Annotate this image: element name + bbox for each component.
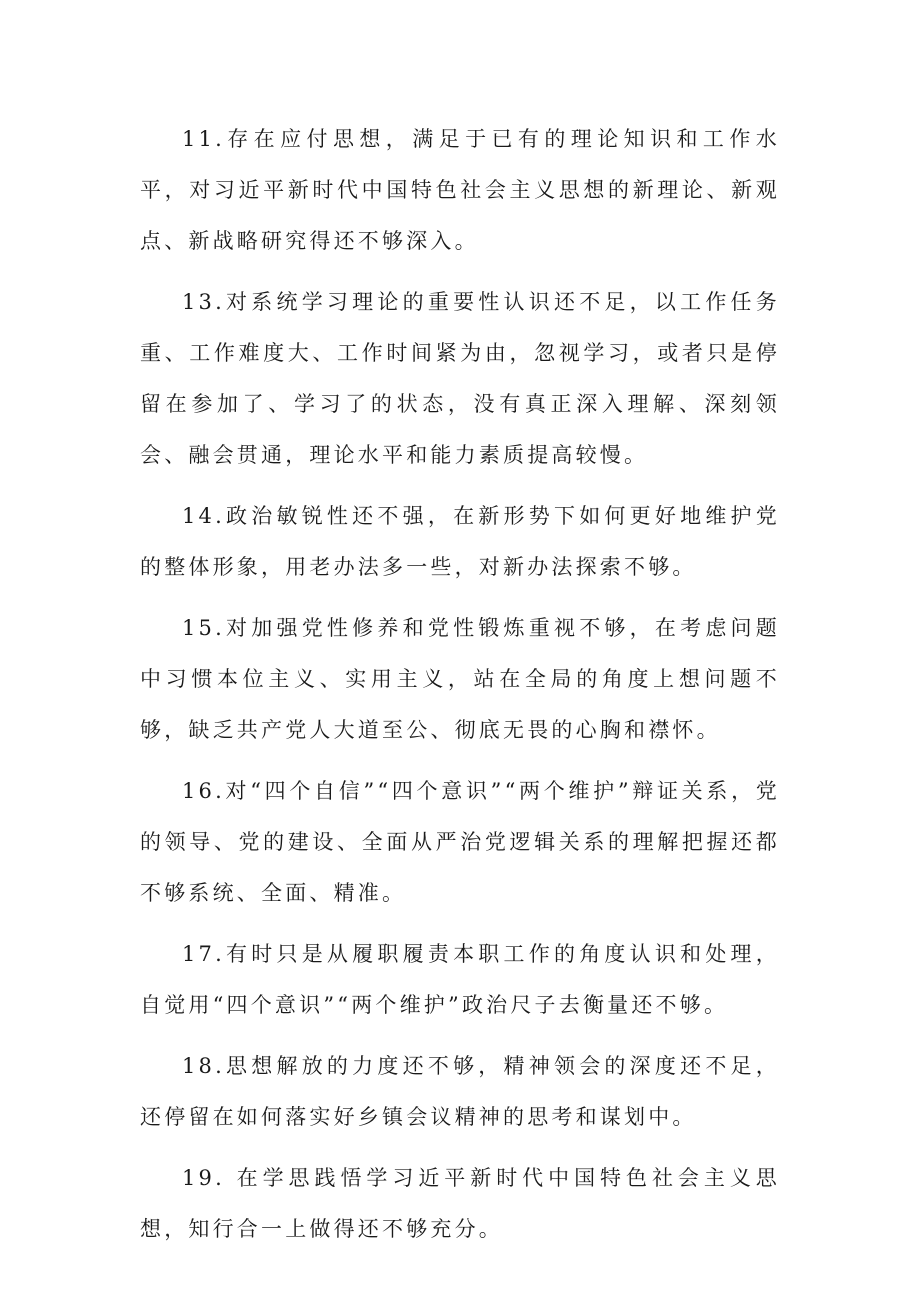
paragraph-item-16: 16.对“四个自信”“四个意识”“两个维护”辩证关系，党的领导、党的建设、全面从严治党逻辑关系的理解把握还都不够系统、全面、精准。 <box>140 779 780 905</box>
paragraph-item-11: 11.存在应付思想，满足于已有的理论知识和工作水平，对习近平新时代中国特色社会主义思想的新理论、新观点、新战略研究得还不够深入。 <box>140 127 780 253</box>
paragraph-item-17: 17.有时只是从履职履责本职工作的角度认识和处理，自觉用“四个意识”“两个维护”政治尺子去衡量还不够。 <box>140 942 780 1017</box>
paragraph-item-14: 14.政治敏锐性还不强，在新形势下如何更好地维护党的整体形象，用老办法多一些，对新办法探索不够。 <box>140 504 780 579</box>
paragraph-item-13: 13.对系统学习理论的重要性认识还不足，以工作任务重、工作难度大、工作时间紧为由，忽视学习，或者只是停留在参加了、学习了的状态，没有真正深入理解、深刻领会、融会贯通，理论水平和能力素质提高较慢。 <box>140 290 780 467</box>
paragraph-item-19: 19. 在学思践悟学习近平新时代中国特色社会主义思想，知行合一上做得还不够充分。 <box>140 1166 780 1241</box>
paragraph-item-15: 15.对加强党性修养和党性锻炼重视不够，在考虑问题中习惯本位主义、实用主义，站在全局的角度上想问题不够，缺乏共产党人大道至公、彻底无畏的心胸和襟怀。 <box>140 616 780 742</box>
paragraph-item-18: 18.思想解放的力度还不够，精神领会的深度还不足，还停留在如何落实好乡镇会议精神的思考和谋划中。 <box>140 1054 780 1129</box>
document-body <box>140 114 780 1265</box>
